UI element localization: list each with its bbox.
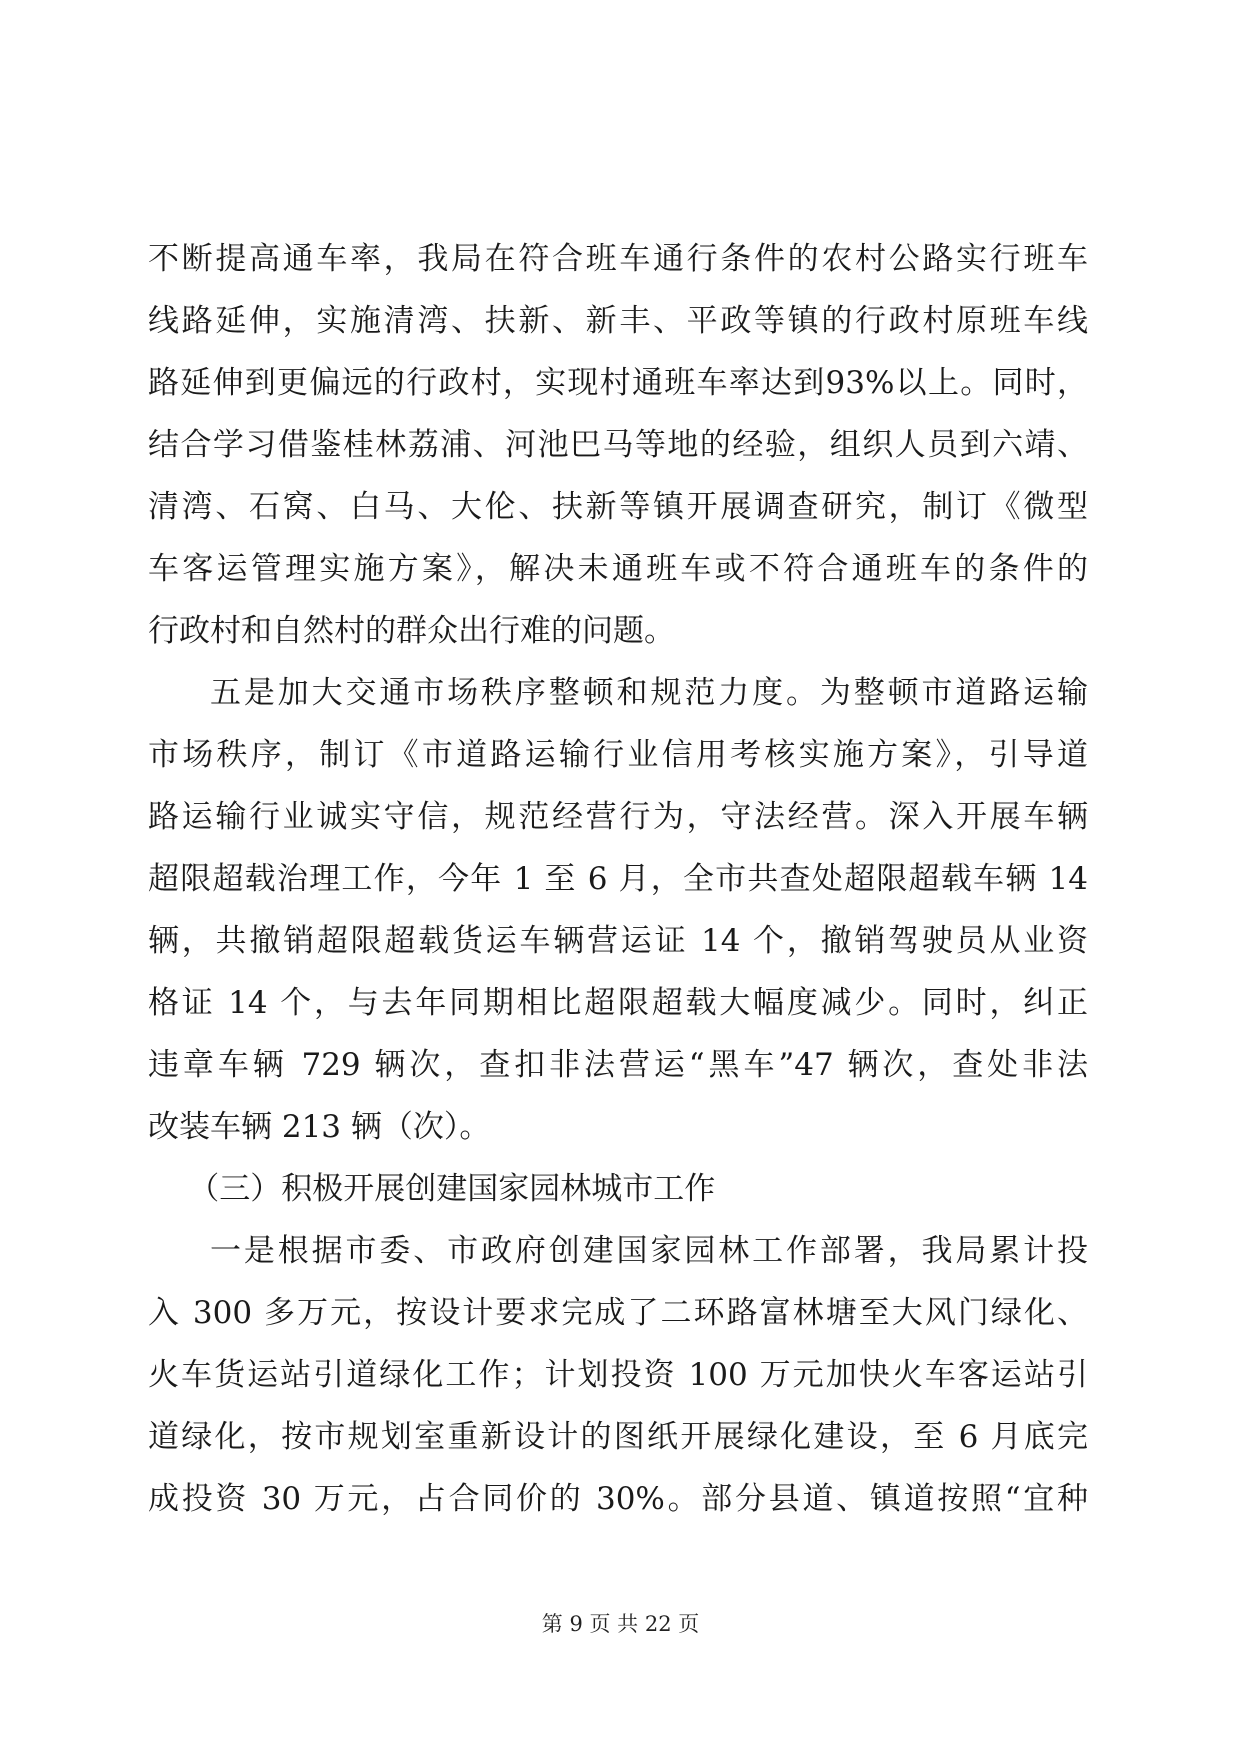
text-line: 车客运管理实施方案》，解决未通班车或不符合通班车的条件的 <box>148 551 1088 587</box>
text-line: 路运输行业诚实守信，规范经营行为，守法经营。深入开展车辆 <box>148 799 1088 835</box>
text-line: 市场秩序，制订《市道路运输行业信用考核实施方案》，引导道 <box>148 737 1088 773</box>
text-line: 道绿化，按市规划室重新设计的图纸开展绿化建设，至 6 月底完 <box>148 1419 1088 1455</box>
text-line: 违章车辆 729 辆次，查扣非法营运“黑车”47 辆次，查处非法 <box>148 1047 1088 1083</box>
text-line: 入 300 多万元，按设计要求完成了二环路富林塘至大风门绿化、 <box>148 1295 1088 1331</box>
text-line: （三）积极开展创建国家园林城市工作 <box>188 1171 716 1207</box>
text-line: 结合学习借鉴桂林荔浦、河池巴马等地的经验，组织人员到六靖、 <box>148 427 1088 463</box>
text-line: 线路延伸，实施清湾、扶新、新丰、平政等镇的行政村原班车线 <box>148 303 1088 339</box>
text-line: 超限超载治理工作，今年 1 至 6 月，全市共查处超限超载车辆 14 <box>148 861 1088 897</box>
page-number-label: 第 9 页 共 22 页 <box>541 1612 700 1636</box>
text-line: 成投资 30 万元，占合同价的 30%。部分县道、镇道按照“宜种 <box>148 1481 1088 1517</box>
page-footer <box>0 1608 1241 1638</box>
text-line: 行政村和自然村的群众出行难的问题。 <box>148 613 675 649</box>
text-line: 不断提高通车率，我局在符合班车通行条件的农村公路实行班车 <box>148 241 1088 277</box>
text-line: 一是根据市委、市政府创建国家园林工作部署，我局累计投 <box>210 1233 1088 1269</box>
text-line: 改装车辆 213 辆（次）。 <box>148 1109 491 1145</box>
text-line: 清湾、石窝、白马、大伦、扶新等镇开展调查研究，制订《微型 <box>148 489 1088 525</box>
text-line: 格证 14 个，与去年同期相比超限超载大幅度减少。同时，纠正 <box>148 985 1088 1021</box>
text-line: 辆，共撤销超限超载货运车辆营运证 14 个，撤销驾驶员从业资 <box>148 923 1088 959</box>
text-line: 五是加大交通市场秩序整顿和规范力度。为整顿市道路运输 <box>210 675 1088 711</box>
text-line: 火车货运站引道绿化工作；计划投资 100 万元加快火车客运站引 <box>148 1357 1088 1393</box>
document-body <box>148 228 1088 1530</box>
text-line: 路延伸到更偏远的行政村，实现村通班车率达到93%以上。同时， <box>148 365 1088 401</box>
